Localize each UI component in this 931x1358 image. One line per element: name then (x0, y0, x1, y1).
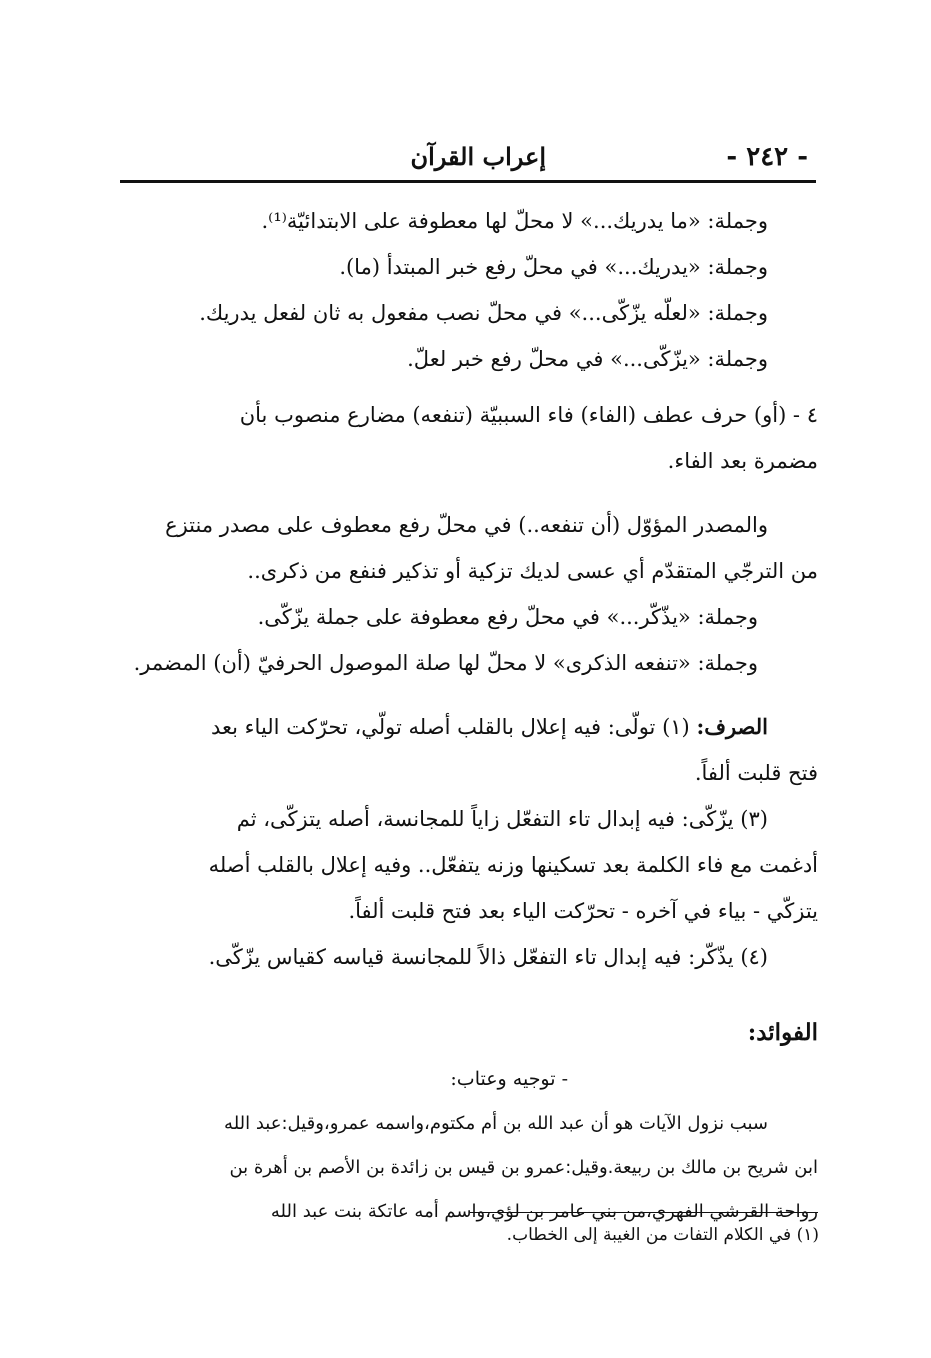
text-line: وجملة: «تنفعه الذكرى» لا محلّ لها صلة الموصول الحرفيّ (أن) المضمر. (133, 651, 758, 675)
section-label-sarf: الصرف: (696, 714, 768, 739)
fawaid-subheading: - توجيه وعتاب: (450, 1068, 568, 1090)
text-line: ابن شريح بن مالك بن ربيعة.وقيل:عمرو بن قيس بن زائدة بن الأصم بن أهرة بن (229, 1157, 818, 1178)
text-line: (٤) يذّكّر: فيه إبدال تاء التفعّل ذالاً للمجانسة قياسه كقياس يزّكّى. (208, 945, 768, 969)
text-line (128, 704, 818, 750)
footnote-rule (470, 1212, 818, 1213)
fawaid-heading: الفوائد: (747, 1019, 818, 1046)
book-title: إعراب القرآن (410, 142, 546, 171)
text-line: (٣) يزّكّى: فيه إبدال تاء التفعّل زاياً للمجانسة، أصله يتزكّى، ثم (236, 807, 768, 831)
footnote: (١) في الكلام التفات من الغيبة إلى الخطاب. (506, 1225, 819, 1245)
text-segment: (١) تولّى: فيه إعلال بالقلب أصله تولّي، تحرّكت الياء بعد (211, 715, 690, 739)
text-line: وجملة: «يدريك...» في محلّ رفع خبر المبتدأ (ما). (339, 255, 768, 279)
text-line: يتزكّي - بياء في آخره - تحرّكت الياء بعد فتح قلبت ألفاً. (348, 899, 818, 923)
main-text (128, 198, 818, 1234)
text-line: وجملة: «لعلّه يزّكّى...» في محلّ نصب مفعول به ثان لفعل يدريك. (199, 301, 768, 325)
header-rule (120, 180, 816, 183)
text-line: أدغمت مع فاء الكلمة بعد تسكينها وزنه يتفعّل.. وفيه إعلال بالقلب أصله (208, 853, 818, 877)
text-line: ٤ - (أو) حرف عطف (الفاء) فاء السببيّة (تنفعه) مضارع منصوب بأن (239, 403, 818, 427)
text-line: سبب نزول الآيات هو أن عبد الله بن أم مكتوم،واسمه عمرو،وقيل:عبد الله (224, 1113, 768, 1134)
text-line: وجملة: «يزّكّى...» في محلّ رفع خبر لعلّ. (407, 347, 768, 371)
text-line: مضمرة بعد الفاء. (667, 449, 818, 473)
text-line: رواحة القرشي الفهري،من بني عامر بن لؤي،واسم أمه عاتكة بنت عبد الله (270, 1201, 818, 1222)
text-line: وجملة: «يذّكّر...» في محلّ رفع معطوفة على جملة يزّكّى. (257, 605, 758, 629)
page-header (120, 138, 816, 182)
text-line: فتح قلبت ألفاً. (694, 761, 818, 785)
text-line: من الترجّي المتقدّم أي عسى لديك تزكية أو تذكير فنفع من ذكرى.. (247, 559, 818, 583)
page-number: - ٢٤٢ - (726, 142, 808, 172)
text-line: والمصدر المؤوّل (أن تنفعه..) في محلّ رفع معطوف على مصدر منتزع (165, 513, 768, 537)
text-line: وجملة: «ما يدريك...» لا محلّ لها معطوفة على الابتدائيّة⁽¹⁾. (261, 209, 768, 233)
